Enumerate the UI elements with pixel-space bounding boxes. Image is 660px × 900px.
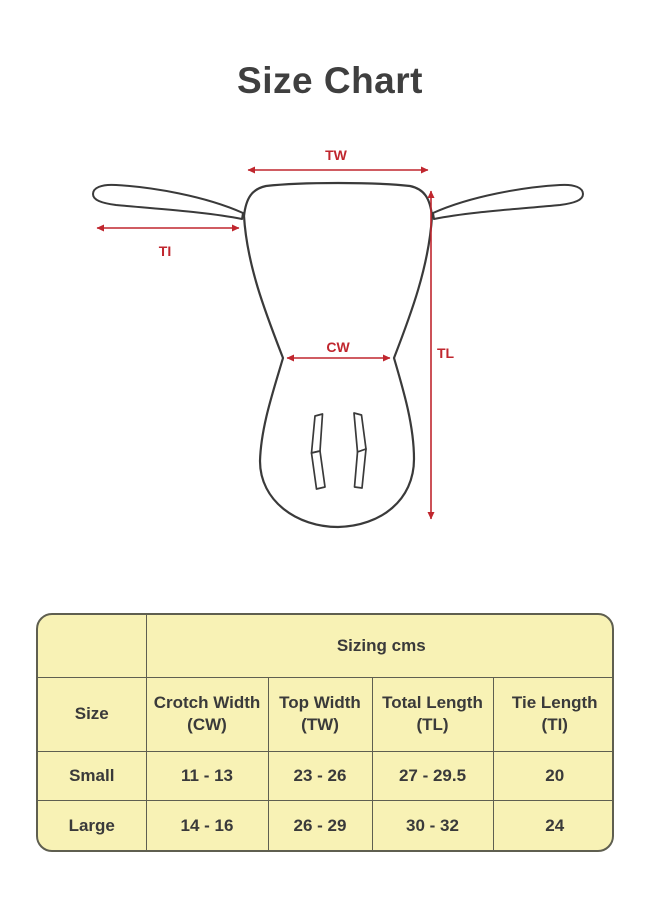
column-header-abbrev: (TI) [541,715,568,735]
cell-large-total-length: 30 - 32 [372,801,493,850]
column-header-size: Size [38,677,146,751]
column-header-label: Top Width [279,693,361,713]
table-row-span-header [38,615,614,677]
cw-label: CW [326,339,350,355]
cell-small-size: Small [38,751,146,801]
table-row-large [38,801,614,850]
column-header-crotch-width [146,677,268,751]
column-header-label: Crotch Width [153,693,261,713]
leg-strap-left-upper [312,414,323,453]
table-row-column-headers [38,677,614,751]
nappy-body-outline [244,183,432,527]
cell-small-top-width: 23 - 26 [268,751,372,801]
column-header-abbrev: (CW) [187,715,227,735]
left-tie-strap [93,185,243,219]
size-table [36,613,614,852]
column-header-total-length [372,677,493,751]
leg-strap-right-upper [354,413,366,452]
column-header-abbrev: (TL) [416,715,449,735]
cell-large-tie-length: 24 [493,801,614,850]
page-title: Size Chart [237,60,423,101]
cell-small-crotch-width: 11 - 13 [146,751,268,801]
sizing-cms-header: Sizing cms [146,615,614,677]
leg-strap-left-lower [312,451,326,489]
cell-large-crotch-width: 14 - 16 [146,801,268,850]
cell-large-size: Large [38,801,146,850]
table-row-small [38,751,614,801]
column-header-tie-length [493,677,614,751]
empty-corner-cell [38,615,146,677]
leg-strap-right-lower [355,449,367,488]
column-header-abbrev: (TW) [301,715,339,735]
ti-label: TI [158,243,172,259]
cell-large-top-width: 26 - 29 [268,801,372,850]
column-header-top-width [268,677,372,751]
column-header-label: Total Length [382,693,483,713]
leg-straps [312,413,367,489]
column-header-label: Tie Length [511,693,598,713]
cell-small-tie-length: 20 [493,751,614,801]
right-tie-strap [433,185,583,219]
tl-label: TL [437,345,455,361]
cell-small-total-length: 27 - 29.5 [372,751,493,801]
tw-label: TW [325,147,347,163]
